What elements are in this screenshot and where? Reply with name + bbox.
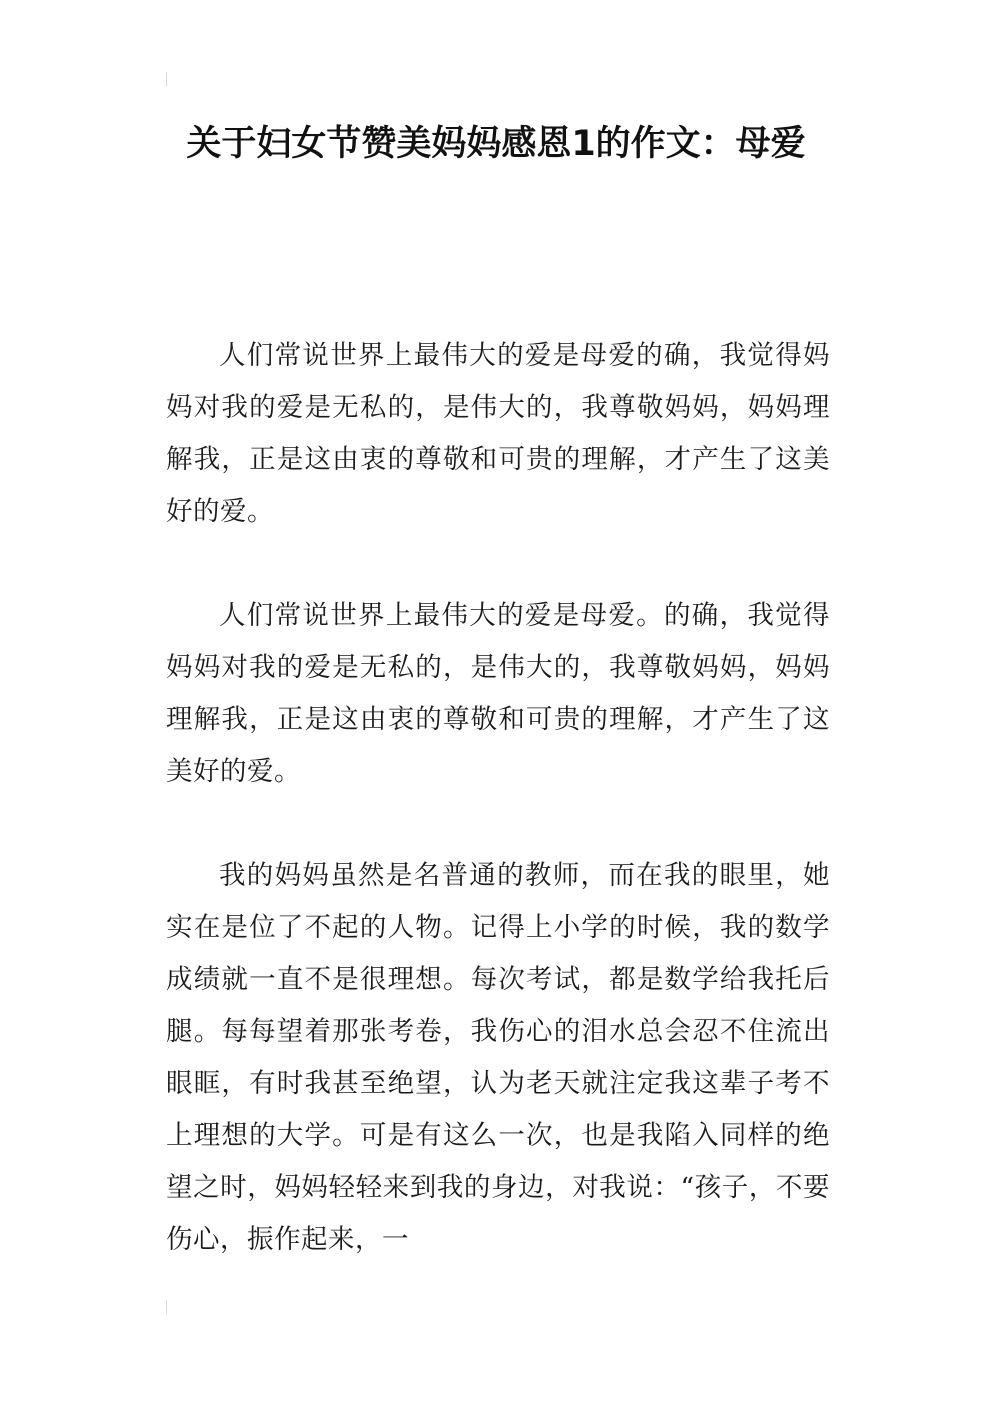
paragraph-1: 人们常说世界上最伟大的爱是母爱的确，我觉得妈妈对我的爱是无私的，是伟大的，我尊敬妈妈，妈妈理解我，正是这由衷的尊敬和可贵的理解，才产生了这美好的爱。 bbox=[166, 340, 830, 527]
document-body bbox=[166, 330, 830, 1318]
paragraph-3: 我的妈妈虽然是名普通的教师，而在我的眼里，她实在是位了不起的人物。记得上小学的时候，我的数学成绩就一直不是很理想。每次考试，都是数学给我托后腿。每每望着那张考卷，我伤心的泪水总会忍不住流出眼眶，有时我甚至绝望，认为老天就注定我这辈子考不上理想的大学。可是有这么一次，也是我陷入同样的绝望之时，妈妈轻轻来到我的身边，对我说：“孩子，不要伤心，振作起来，一 bbox=[166, 860, 830, 1255]
page-title: 关于妇女节赞美妈妈感恩1的作文：母爱 bbox=[186, 124, 806, 164]
corner-mark-top bbox=[166, 72, 167, 86]
paragraph-2: 人们常说世界上最伟大的爱是母爱。的确，我觉得妈妈对我的爱是无私的，是伟大的，我尊敬妈妈，妈妈理解我，正是这由衷的尊敬和可贵的理解，才产生了这美好的爱。 bbox=[166, 600, 830, 787]
corner-mark-bottom bbox=[166, 1300, 167, 1314]
